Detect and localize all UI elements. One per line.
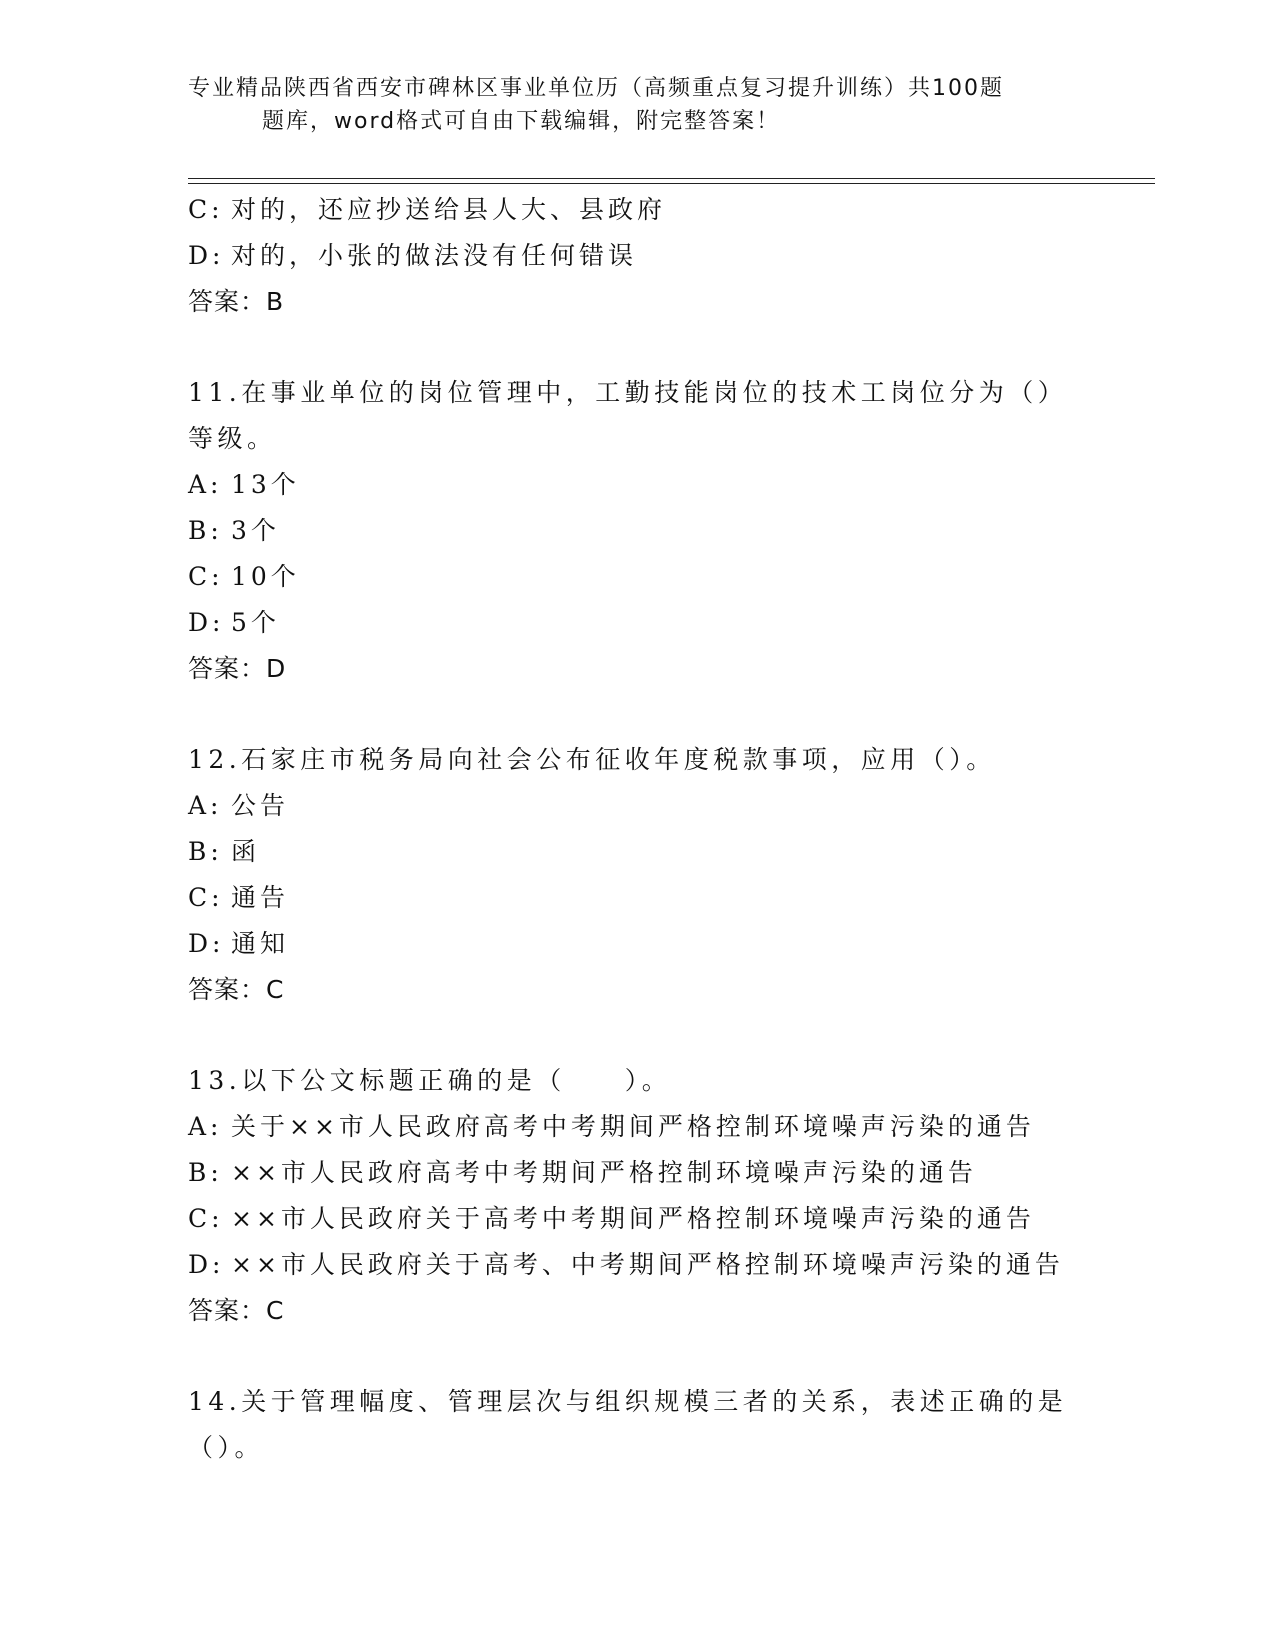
option-key: A: (188, 1112, 223, 1141)
option-text: 对的，还应抄送给县人大、县政府 (231, 195, 667, 224)
option-c (188, 1196, 1088, 1242)
option-key: C: (188, 195, 224, 224)
option-text: 13个 (231, 470, 300, 499)
option-d (188, 600, 1088, 646)
option-c (188, 554, 1088, 600)
header-line-1: 专业精品陕西省西安市碑林区事业单位历（高频重点复习提升训练）共100题 (188, 76, 1004, 101)
option-key: D: (188, 241, 225, 270)
option-key: A: (188, 470, 223, 499)
option-text: 10个 (231, 562, 300, 591)
option-key: B: (188, 837, 223, 866)
option-b (188, 1150, 1088, 1196)
option-a (188, 783, 1088, 829)
option-key: D: (188, 608, 225, 637)
question-stem: 14.关于管理幅度、管理层次与组织规模三者的关系，表述正确的是（）。 (188, 1387, 1068, 1462)
option-key: C: (188, 883, 224, 912)
option-a (188, 462, 1088, 508)
option-d (188, 1242, 1088, 1288)
answer-line: 答案：B (188, 287, 285, 316)
option-key: B: (188, 1158, 223, 1187)
option-text: 通告 (231, 883, 290, 912)
question-list (188, 187, 1088, 1471)
option-key: D: (188, 929, 225, 958)
option-text: 3个 (231, 516, 280, 545)
option-text: 对的，小张的做法没有任何错误 (231, 241, 638, 270)
option-text: 关于××市人民政府高考中考期间严格控制环境噪声污染的通告 (231, 1112, 1035, 1141)
option-text: 5个 (231, 608, 280, 637)
option-c (188, 187, 1088, 233)
answer-line: 答案：C (188, 975, 285, 1004)
option-d (188, 233, 1088, 279)
option-d (188, 921, 1088, 967)
question-stem: 12.石家庄市税务局向社会公布征收年度税款事项，应用（）。 (188, 745, 996, 774)
header-line-2: 题库，word格式可自由下载编辑，附完整答案！ (262, 109, 781, 134)
option-b (188, 829, 1088, 875)
header-rule-bottom (188, 183, 1155, 184)
option-key: C: (188, 1204, 224, 1233)
option-key: D: (188, 1250, 225, 1279)
option-key: A: (188, 791, 223, 820)
option-text: ××市人民政府高考中考期间严格控制环境噪声污染的通告 (231, 1158, 977, 1187)
option-text: ××市人民政府关于高考中考期间严格控制环境噪声污染的通告 (231, 1204, 1035, 1233)
option-text: 函 (231, 837, 261, 866)
answer-line: 答案：D (188, 654, 287, 683)
option-text: 通知 (231, 929, 290, 958)
answer-line: 答案：C (188, 1296, 285, 1325)
header-rule-top (188, 178, 1155, 179)
question-stem: 13.以下公文标题正确的是（ ）。 (188, 1066, 672, 1095)
option-c (188, 875, 1088, 921)
option-b (188, 508, 1088, 554)
option-key: C: (188, 562, 224, 591)
option-text: 公告 (231, 791, 290, 820)
option-text: ××市人民政府关于高考、中考期间严格控制环境噪声污染的通告 (231, 1250, 1064, 1279)
document-header (188, 72, 1088, 138)
option-key: B: (188, 516, 223, 545)
question-stem: 11.在事业单位的岗位管理中，工勤技能岗位的技术工岗位分为（）等级。 (188, 378, 1068, 453)
option-a (188, 1104, 1088, 1150)
